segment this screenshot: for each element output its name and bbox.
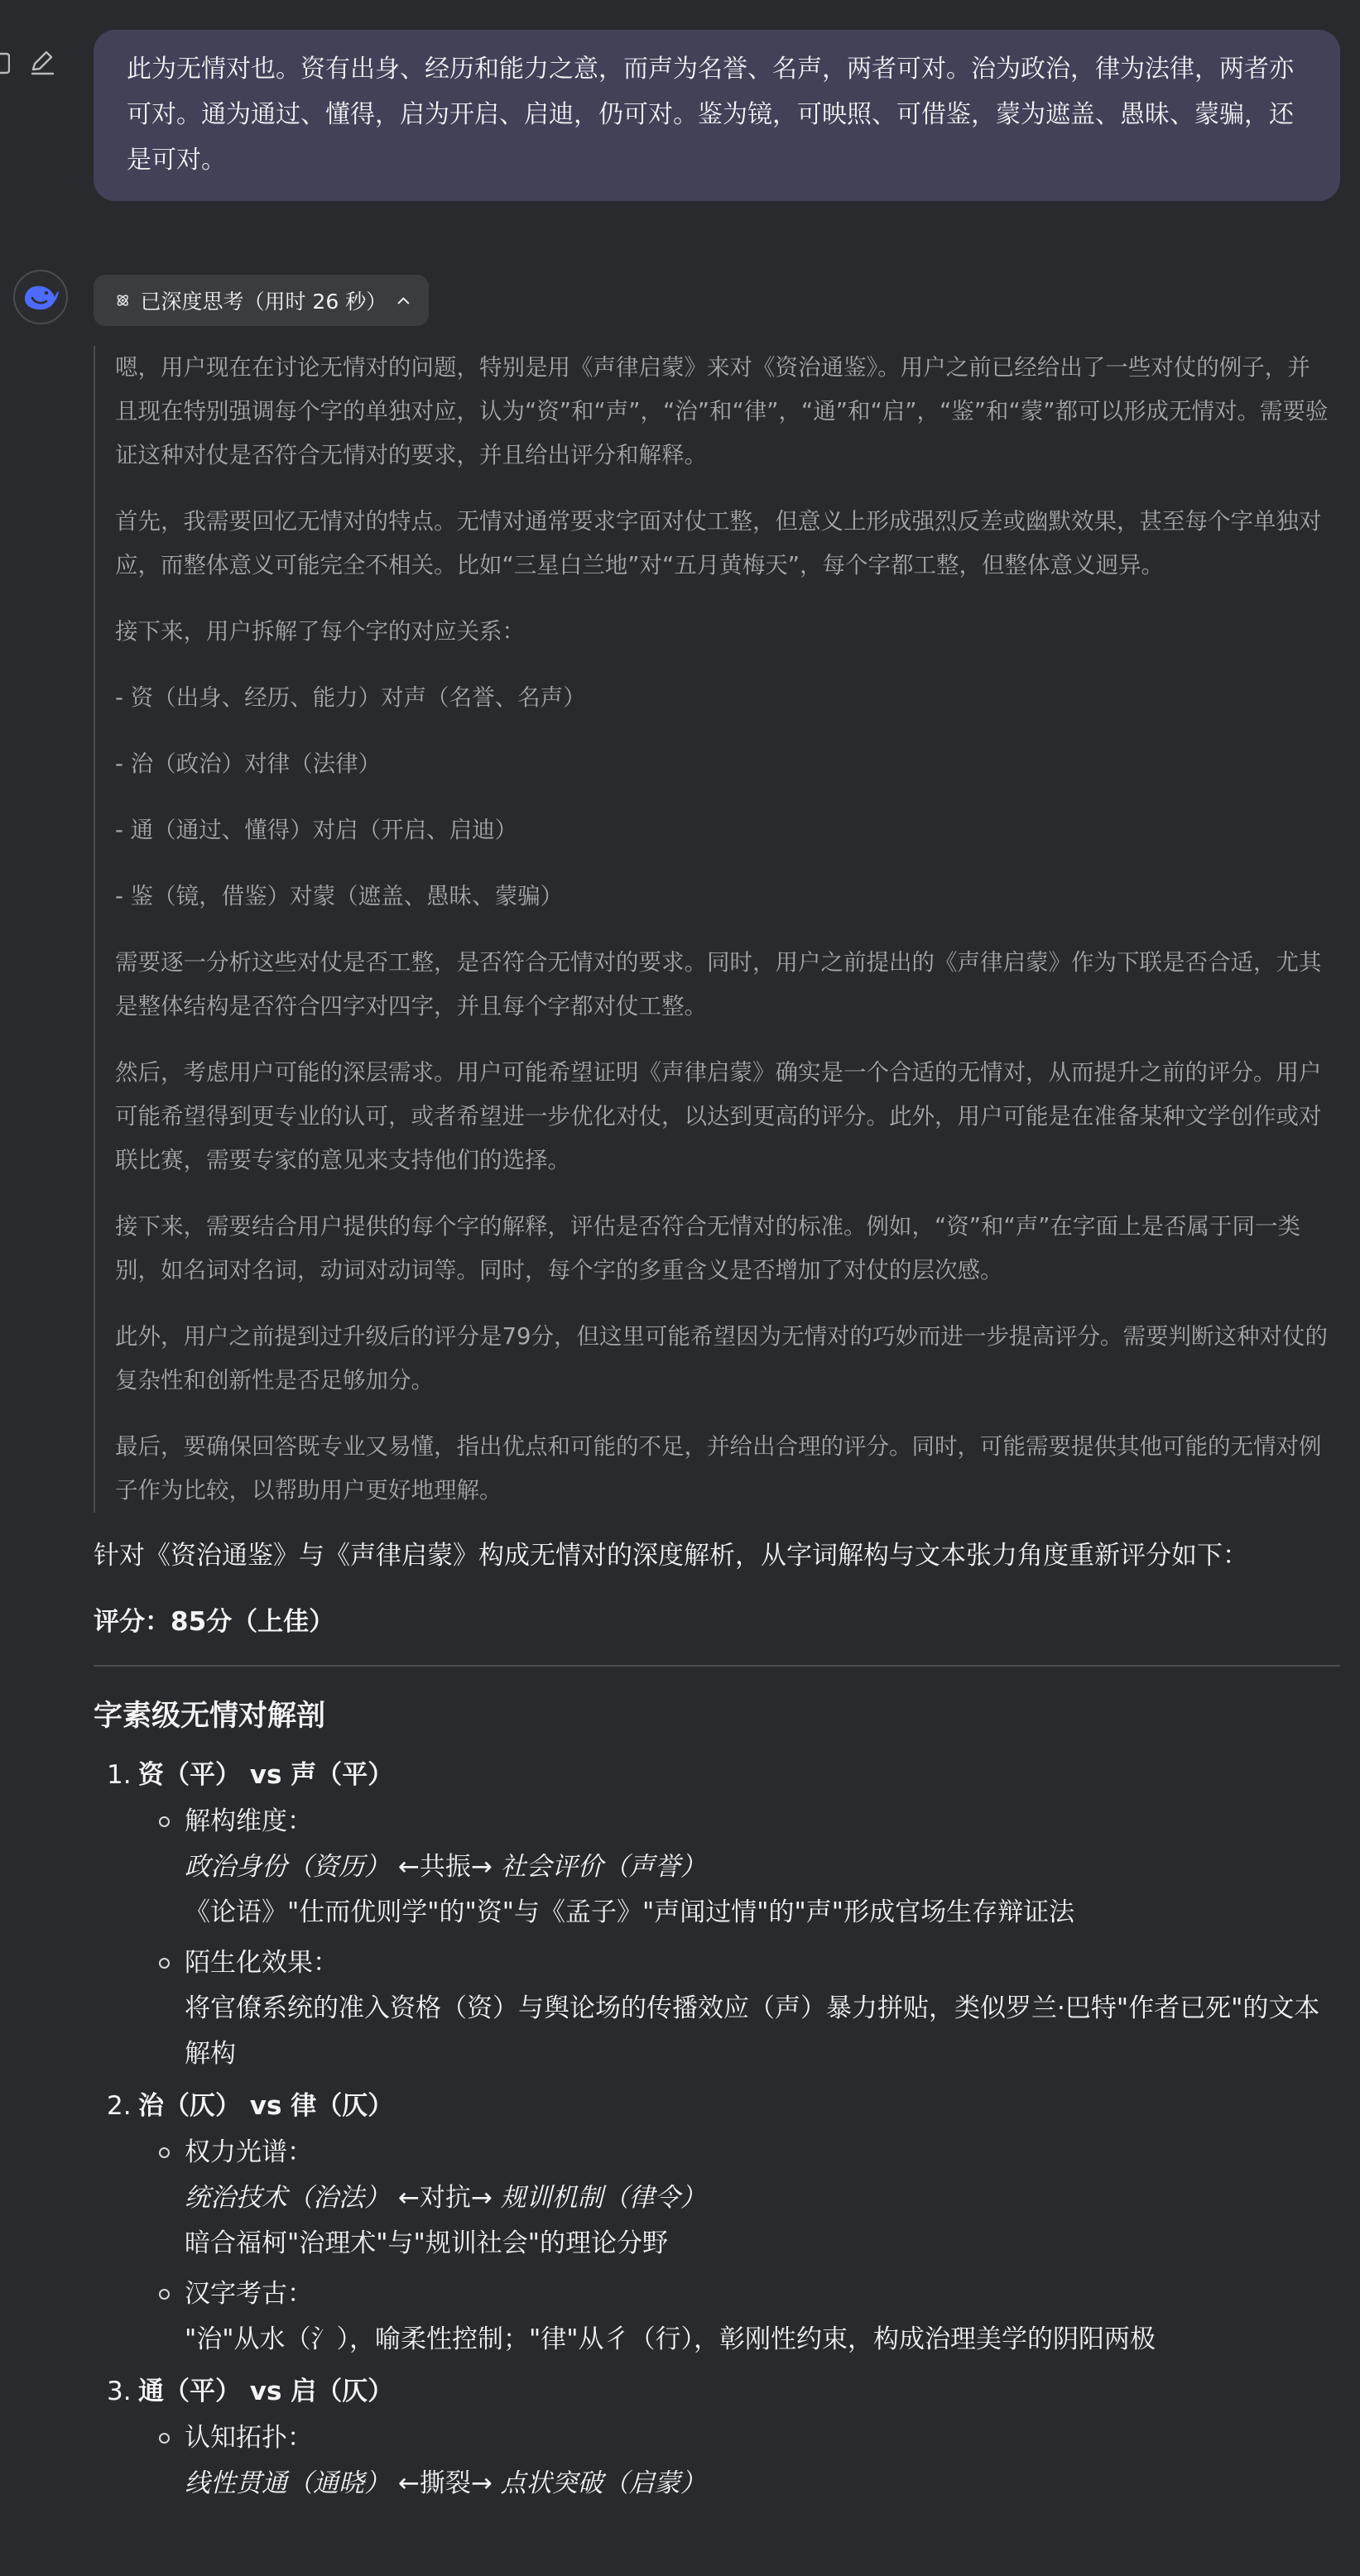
thinking-paragraph: 接下来，用户拆解了每个字的对应关系： [115,618,525,645]
sub-item-label: 解构维度： [185,1806,313,1836]
list-item-number: 3. [107,2377,132,2406]
thinking-paragraph: 此外，用户之前提到过升级后的评分是79分，但这里可能希望因为无情对的巧妙而进一步提高评分。需要判断这种对仗的复杂性和创新性是否足够加分。 [115,1323,1328,1394]
answer-content [94,1534,1340,2511]
sub-item [138,1799,1340,1936]
sub-item-label: 认知拓扑： [185,2423,313,2453]
contrast-left: 线性贯通（通晓） [185,2468,390,2498]
divider [94,1665,1340,1667]
deep-thinking-label: 已深度思考（用时 26 秒） [140,290,387,314]
thinking-paragraph: 需要逐一分析这些对仗是否工整，是否符合无情对的要求。同时，用户之前提出的《声律启蒙》作为下联是否合适，尤其是整体结构是否符合四字对四字，并且每个字都对仗工整。 [115,949,1322,1019]
contrast-right: 点状突破（启蒙） [500,2468,706,2498]
list-item-title: 通（平） vs 启（仄） [138,2377,394,2406]
hollow-bullet-icon [159,1958,170,1969]
list-item [94,2367,1340,2506]
thinking-paragraph: 首先，我需要回忆无情对的特点。无情对通常要求字面对仗工整，但意义上形成强烈反差或幽默效果，甚至每个字单独对应，而整体意义可能完全不相关。比如“三星白兰地”对“五月黄梅天”，每个字都工整，但整体意义迥异。 [115,508,1322,578]
thinking-paragraph: - 治（政治）对律（法律） [115,751,382,777]
sub-item [138,1940,1340,2077]
list-item-number: 1. [107,1760,132,1790]
sub-item-contrast [185,2175,1340,2221]
sub-item-contrast [185,2461,1340,2506]
hollow-bullet-icon [159,2147,170,2158]
answer-score: 评分：85分（上佳） [94,1607,335,1637]
sub-item-contrast [185,1844,1340,1890]
sub-item-label: 权力光谱： [185,2137,313,2167]
contrast-left: 统治技术（治法） [185,2183,390,2213]
assistant-avatar [13,270,68,324]
sub-item [138,2130,1340,2267]
hollow-bullet-icon [159,1816,170,1827]
thinking-paragraph: - 资（出身、经历、能力）对声（名誉、名声） [115,684,586,711]
contrast-right: 社会评价（声誉） [500,1852,706,1882]
thinking-paragraph: - 通（通过、懂得）对启（开启、启迪） [115,817,518,843]
list-item-title: 治（仄） vs 律（仄） [138,2091,394,2121]
list-item [94,2082,1340,2363]
contrast-connector: ←共振→ [397,1852,493,1882]
hollow-bullet-icon [159,2289,170,2300]
edit-icon[interactable] [28,48,56,76]
list-item-title: 资（平） vs 声（平） [138,1760,394,1790]
contrast-connector: ←撕裂→ [397,2468,493,2498]
sub-item-text: 暗合福柯"治理术"与"规训社会"的理论分野 [185,2228,669,2258]
list-item-number: 2. [107,2091,132,2121]
sub-item-text: "治"从水（氵），喻柔性控制；"律"从彳（行），彰刚性约束，构成治理美学的阴阳两极 [185,2324,1156,2354]
thinking-paragraph: 然后，考虑用户可能的深层需求。用户可能希望证明《声律启蒙》确实是一个合适的无情对，从而提升之前的评分。用户可能希望得到更专业的认可，或者希望进一步优化对仗，以达到更高的评分。此外，用户可能是在准备某种文学创作或对联比赛，需要专家的意见来支持他们的选择。 [115,1059,1322,1173]
section-title: 字素级无情对解剖 [94,1700,326,1733]
thinking-paragraph: 最后，要确保回答既专业又易懂，指出优点和可能的不足，并给出合理的评分。同时，可能需要提供其他可能的无情对例子作为比较，以帮助用户更好地理解。 [115,1433,1322,1504]
hollow-bullet-icon [159,2433,170,2444]
analysis-list [94,1751,1340,2506]
whale-logo-icon [22,281,60,314]
sub-item-label: 陌生化效果： [185,1948,339,1978]
sub-item-text: 将官僚系统的准入资格（资）与舆论场的传播效应（声）暴力拼贴，类似罗兰·巴特"作者已死"的文本解构 [185,1993,1320,2069]
user-message-text: 此为无情对也。资有出身、经历和能力之意，而声为名誉、名声，两者可对。治为政治，律为法律，两者亦可对。通为通过、懂得，启为开启、启迪，仍可对。鉴为镜，可映照、可借鉴，蒙为遮盖、愚昧、蒙骗，还是可对。 [127,55,1294,175]
contrast-right: 规训机制（律令） [500,2183,706,2213]
sub-item-label: 汉字考古： [185,2279,313,2309]
sub-item-text: 《论语》"仕而优则学"的"资"与《孟子》"声闻过情"的"声"形成官场生存辩证法 [185,1897,1075,1927]
thinking-paragraph: 嗯，用户现在在讨论无情对的问题，特别是用《声律启蒙》来对《资治通鉴》。用户之前已经给出了一些对仗的例子，并且现在特别强调每个字的单独对应，认为“资”和“声”，“治”和“律”，“通”和“启”，“鉴”和“蒙”都可以形成无情对。需要验证这种对仗是否符合无情对的要求，并且给出评分和解释。 [115,354,1329,468]
thinking-paragraph: 接下来，需要结合用户提供的每个字的解释，评估是否符合无情对的标准。例如，“资”和“声”在字面上是否属于同一类别，如名词对名词，动词对动词等。同时，每个字的多重含义是否增加了对仗的层次感。 [115,1213,1300,1283]
sub-item [138,2415,1340,2506]
chevron-up-icon [396,295,411,306]
atom-icon [115,291,130,309]
sub-item [138,2271,1340,2363]
answer-intro: 针对《资治通鉴》与《声律启蒙》构成无情对的深度解析，从字词解构与文本张力角度重新评分如下： [94,1541,1248,1571]
list-item [94,1751,1340,2077]
thinking-content [94,346,1340,1513]
message-actions [0,48,56,76]
user-message-bubble [94,30,1340,201]
copy-icon[interactable] [0,49,10,75]
contrast-left: 政治身份（资历） [185,1852,390,1882]
deep-thinking-toggle[interactable] [94,275,429,326]
contrast-connector: ←对抗→ [397,2183,493,2213]
thinking-paragraph: - 鉴（镜，借鉴）对蒙（遮盖、愚昧、蒙骗） [115,883,564,909]
